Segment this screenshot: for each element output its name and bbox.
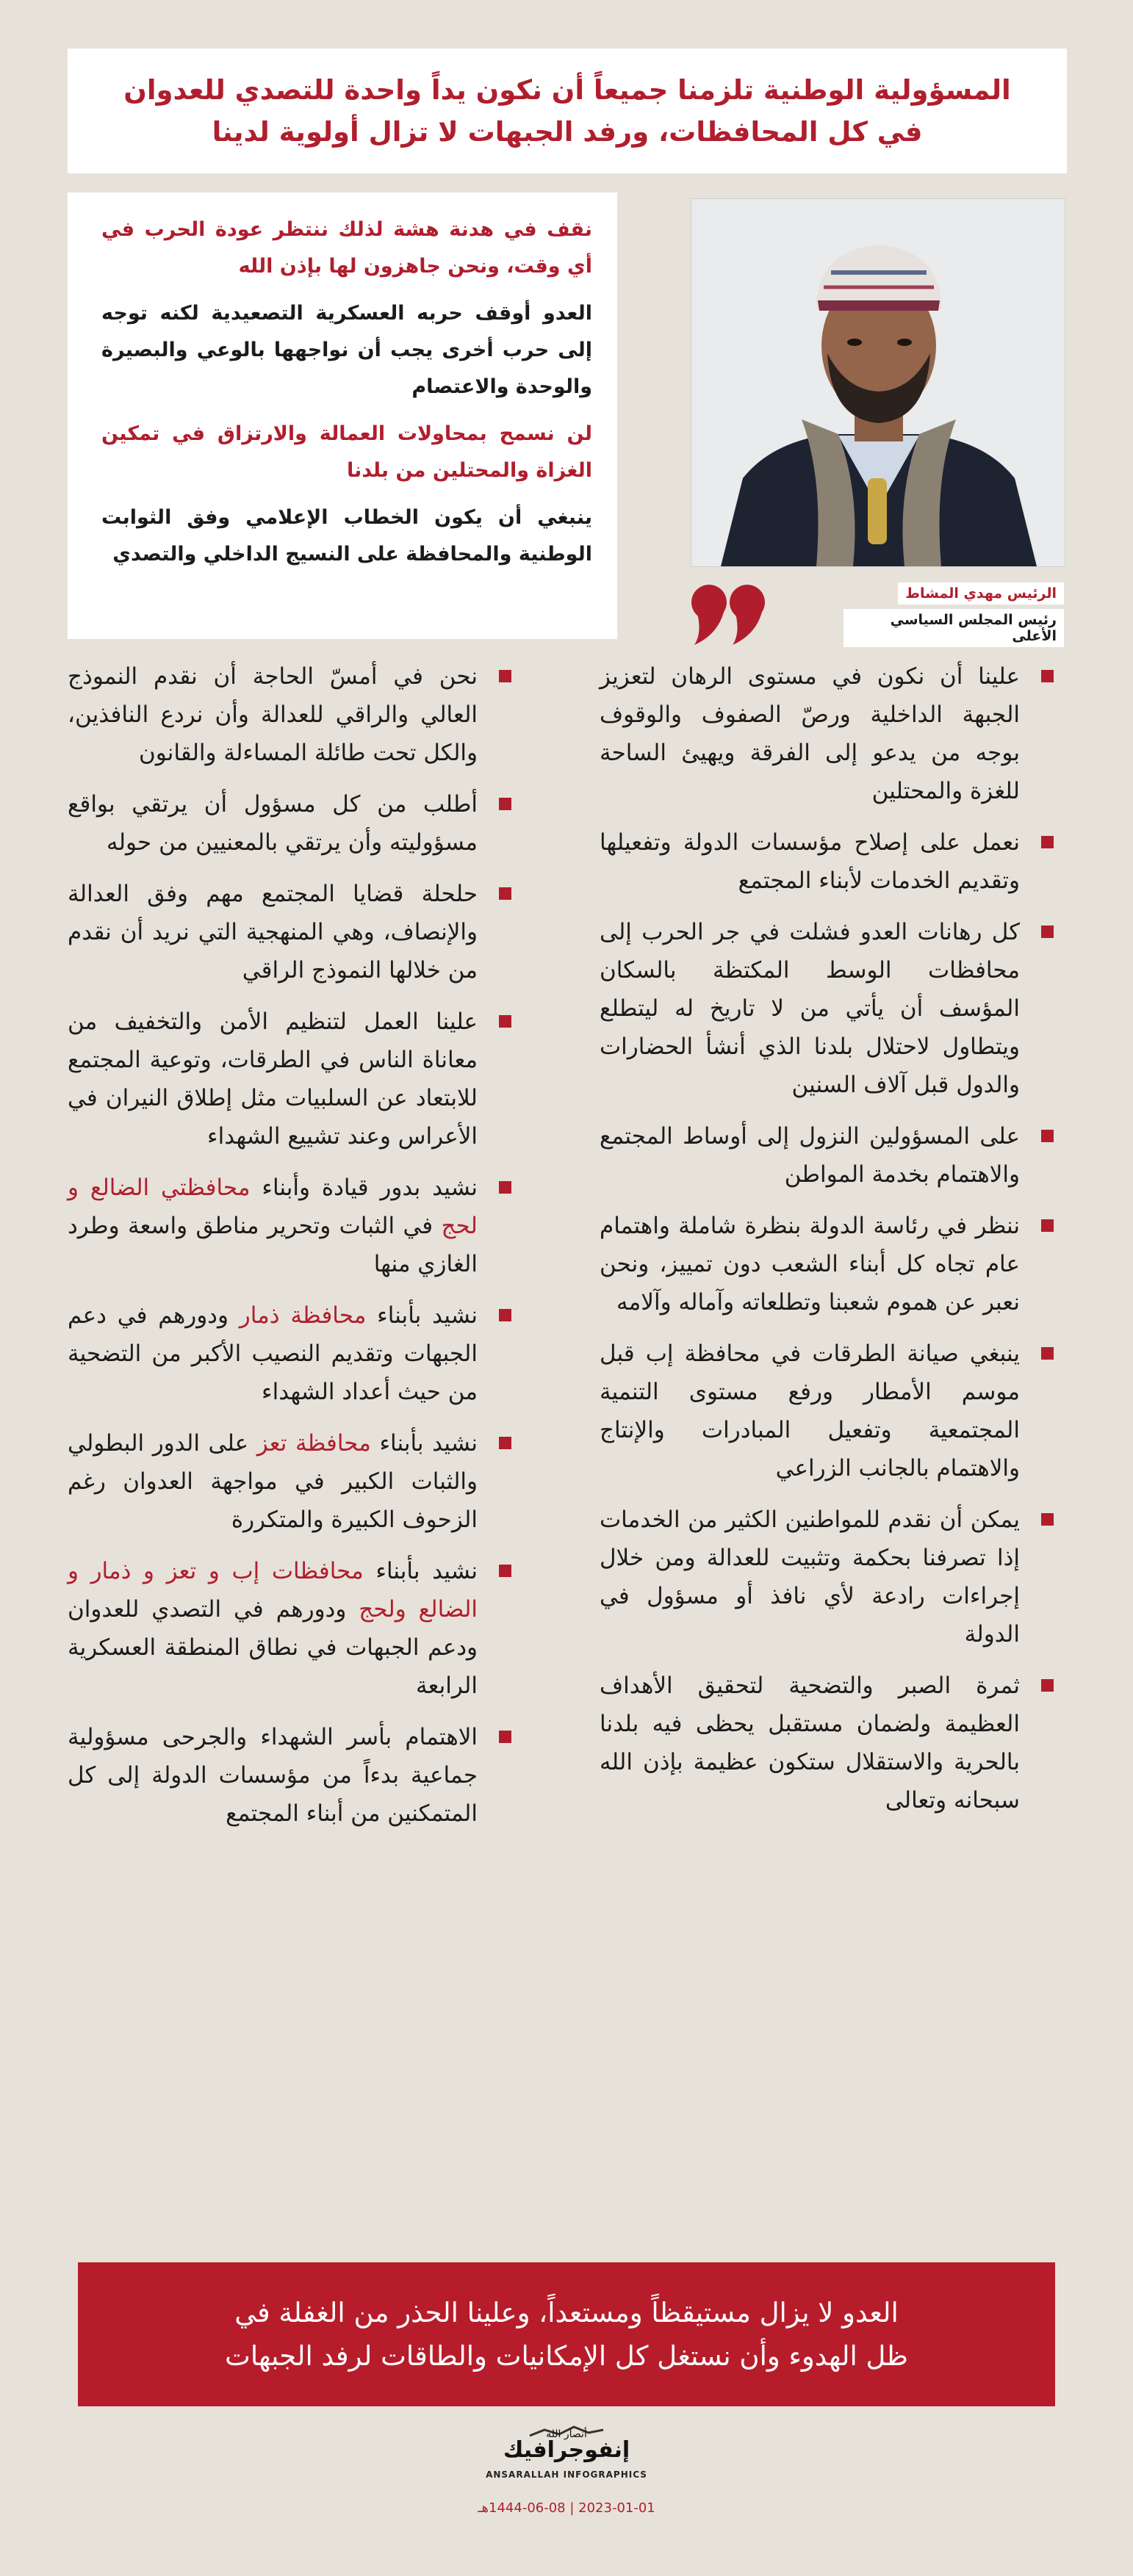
brand-name-arabic: إنفوجرافيك xyxy=(503,2437,630,2463)
list-item xyxy=(68,1003,513,1155)
quote-2: العدو أوقف حربه العسكرية التصعيدية لكنه توجه إلى حرب أخرى يجب أن نواجهها بالوعي والبصيرة والوحدة والاعتصام xyxy=(101,302,592,398)
item-text: كل رهانات العدو فشلت في جر الحرب إلى محافظات الوسط المكتظة بالسكان المؤسف أن يأتي من لا تاريخ له ليتطلع ويتطاول لاحتلال بلدنا الذي أنشأ الحضارات والدول قبل آلاف السنين xyxy=(600,919,1020,1098)
highlight-text: محافظتي الضالع و لحج xyxy=(68,1175,478,1239)
speaker-caption xyxy=(844,582,1064,647)
item-text: نعمل على إصلاح مؤسسات الدولة وتفعيلها وتقديم الخدمات لأبناء المجتمع xyxy=(600,829,1020,894)
list-item xyxy=(68,875,513,989)
highlight-text: محافظة تعز xyxy=(256,1430,371,1457)
item-text: نحن في أمسّ الحاجة أن نقدم النموذج العالي والراقي للعدالة وأن نردع النافذين، والكل تحت طائلة المساءلة والقانون xyxy=(68,663,478,766)
highlight-text: محافظات إب و تعز و ذمار و الضالع ولحج xyxy=(68,1558,478,1623)
bullet-icon xyxy=(1041,1513,1054,1526)
footer-banner xyxy=(78,2262,1055,2406)
bullet-icon xyxy=(1041,1679,1054,1692)
brand-name-english: ANSARALLAH INFOGRAPHICS xyxy=(486,2469,647,2480)
left-column xyxy=(68,657,513,1846)
item-text: نشيد بأبناء xyxy=(370,1430,478,1457)
speaker-name: الرئيس مهدي المشاط xyxy=(898,582,1064,605)
list-item xyxy=(68,1718,513,1833)
highlight-text: محافظة ذمار xyxy=(239,1302,367,1329)
brand-small-arabic: أنصار الله xyxy=(546,2428,587,2440)
bullet-icon xyxy=(499,1437,511,1449)
bullet-icon xyxy=(1041,926,1054,938)
bullet-icon xyxy=(1041,1219,1054,1232)
portrait-illustration xyxy=(691,199,1065,566)
item-text: ودورهم في دعم الجبهات وتقديم النصيب الأكبر من التضحية من حيث أعداد الشهداء xyxy=(68,1302,478,1405)
list-item xyxy=(68,1169,513,1283)
bullet-icon xyxy=(499,1181,511,1194)
list-item xyxy=(600,1117,1055,1194)
footer-line-1: العدو لا يزال مستيقظاً ومستعداً، وعلينا الحذر من الغفلة في xyxy=(234,2296,899,2328)
list-item xyxy=(600,823,1055,900)
brand-logo-icon xyxy=(493,2422,640,2503)
item-text: نشيد بدور قيادة وأبناء xyxy=(250,1175,478,1201)
bullet-icon xyxy=(1041,1347,1054,1360)
list-item xyxy=(600,657,1055,810)
item-text: ثمرة الصبر والتضحية لتحقيق الأهداف العظيمة ولضمان مستقبل يحظى فيه بلدنا بالحرية والاستقلال ستكون عظيمة بإذن الله سبحانه وتعالى xyxy=(600,1673,1020,1814)
publish-date: 2023-01-01 | 1444-06-08هـ xyxy=(478,2500,655,2516)
quotes-panel xyxy=(68,192,617,639)
item-text: نشيد بأبناء xyxy=(366,1302,478,1329)
bullet-icon xyxy=(499,798,511,810)
list-item xyxy=(600,1667,1055,1819)
headline-line-2: في كل المحافظات، ورفد الجبهات لا تزال أولوية لدينا xyxy=(212,116,923,148)
list-item xyxy=(68,1296,513,1411)
list-item xyxy=(68,785,513,862)
list-item xyxy=(68,1552,513,1705)
speaker-portrait xyxy=(691,198,1065,567)
bullet-icon xyxy=(499,1731,511,1743)
item-text: على الدور البطولي والثبات الكبير في مواجهة العدوان رغم الزحوف الكبيرة والمتكررة xyxy=(68,1430,478,1533)
item-text: في الثبات وتحرير مناطق واسعة وطرد الغازي منها xyxy=(68,1213,478,1277)
bullet-icon xyxy=(499,1015,511,1028)
footer-line-2: ظل الهدوء وأن نستغل كل الإمكانيات والطاقات لرفد الجبهات xyxy=(224,2340,909,2372)
bullet-icon xyxy=(1041,1130,1054,1142)
quote-1: نقف في هدنة هشة لذلك ننتظر عودة الحرب في أي وقت، ونحن جاهزون لها بإذن الله xyxy=(101,218,592,278)
list-item xyxy=(68,1424,513,1539)
list-item xyxy=(600,1501,1055,1653)
list-item xyxy=(68,657,513,772)
bullet-icon xyxy=(499,887,511,900)
item-text: ينبغي صيانة الطرقات في محافظة إب قبل موسم الأمطار ورفع مستوى التنمية المجتمعية وتفعيل المبادرات والإنتاج والاهتمام بالجانب الزراعي xyxy=(600,1341,1020,1482)
bullet-icon xyxy=(1041,670,1054,682)
item-text: نشيد بأبناء xyxy=(363,1558,478,1584)
list-item xyxy=(600,913,1055,1104)
item-text: يمكن أن نقدم للمواطنين الكثير من الخدمات إذا تصرفنا بحكمة وتثبيت للعدالة ومن خلال إجراءات رادعة لأي نافذ أو مسؤول في الدولة xyxy=(600,1507,1020,1648)
quote-3: لن نسمح بمحاولات العمالة والارتزاق في تمكين الغزاة والمحتلين من بلدنا xyxy=(101,422,592,482)
item-text: علينا العمل لتنظيم الأمن والتخفيف من معاناة الناس في الطرقات، وتوعية المجتمع للابتعاد عن السلبيات مثل إطلاق النيران في الأعراس وعند تشييع الشهداء xyxy=(68,1009,478,1150)
headline-line-1: المسؤولية الوطنية تلزمنا جميعاً أن نكون يداً واحدة للتصدي للعدوان xyxy=(123,73,1011,106)
headline-box xyxy=(68,48,1067,173)
bullet-icon xyxy=(1041,836,1054,848)
quote-mark-icon xyxy=(688,580,769,646)
right-column xyxy=(600,657,1055,1833)
item-text: ودورهم في التصدي للعدوان ودعم الجبهات في نطاق المنطقة العسكرية الرابعة xyxy=(68,1596,478,1699)
item-text: حلحلة قضايا المجتمع مهم وفق العدالة والإنصاف، وهي المنهجية التي نريد أن نقدم من خلالها النموذج الراقي xyxy=(68,881,478,984)
list-item xyxy=(600,1335,1055,1487)
speaker-title: رئيس المجلس السياسي الأعلى xyxy=(844,609,1064,647)
item-text: أطلب من كل مسؤول أن يرتقي بواقع مسؤوليته وأن يرتقي بالمعنيين من حوله xyxy=(68,791,478,856)
item-text: ننظر في رئاسة الدولة بنظرة شاملة واهتمام عام تجاه كل أبناء الشعب دون تمييز، ونحن نعبر عن هموم شعبنا وتطلعاته وآماله وآلامه xyxy=(600,1213,1020,1316)
item-text: الاهتمام بأسر الشهداء والجرحى مسؤولية جماعية بدءاً من مؤسسات الدولة إلى كل المتمكنين من أبناء المجتمع xyxy=(68,1724,478,1827)
item-text: علينا أن نكون في مستوى الرهان لتعزيز الجبهة الداخلية ورصّ الصفوف والوقوف بوجه من يدعو إلى الفرقة ويهيئ الساحة للغزة والمحتلين xyxy=(600,663,1020,804)
bullet-icon xyxy=(499,1309,511,1321)
quote-4: ينبغي أن يكون الخطاب الإعلامي وفق الثوابت الوطنية والمحافظة على النسيج الداخلي والتصدي xyxy=(101,506,592,566)
item-text: على المسؤولين النزول إلى أوساط المجتمع والاهتمام بخدمة المواطن xyxy=(600,1123,1020,1188)
bullet-icon xyxy=(499,1565,511,1577)
list-item xyxy=(600,1207,1055,1321)
bullet-icon xyxy=(499,670,511,682)
